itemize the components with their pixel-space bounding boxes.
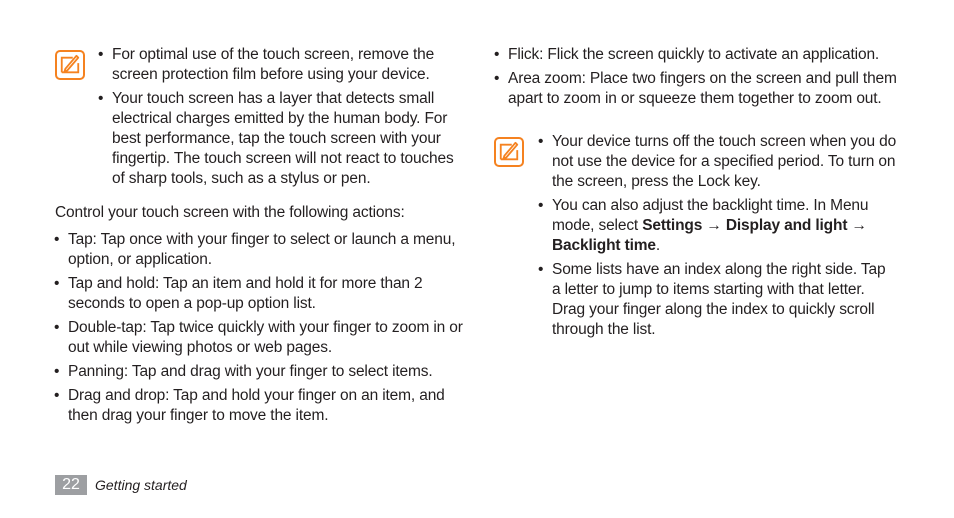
note-item: • You can also adjust the backlight time. In Menu mode, select Settings → Display and light → Backlight time. xyxy=(538,197,869,254)
note-pencil-icon xyxy=(494,137,524,167)
menu-path-settings: Settings xyxy=(642,217,703,234)
list-item: • Tap: Tap once with your finger to select or launch a menu, option, or application. xyxy=(54,231,456,268)
list-item: • Tap and hold: Tap an item and hold it for more than 2 seconds to open a pop-up option list. xyxy=(54,275,423,312)
list-item: • Flick: Flick the screen quickly to activate an application. xyxy=(494,46,880,63)
menu-path-display: Display and light xyxy=(725,217,848,234)
left-note-list xyxy=(98,45,457,193)
page-footer xyxy=(55,475,187,495)
note-item: • For optimal use of the touch screen, remove the screen protection film before using your device. xyxy=(98,46,435,83)
list-item: • Drag and drop: Tap and hold your finger on an item, and then drag your finger to move the item. xyxy=(54,387,445,424)
page-number: 22 xyxy=(55,475,87,495)
list-item: • Panning: Tap and drag with your finger to select items. xyxy=(54,363,433,380)
note-item: • Some lists have an index along the right side. Tap a letter to jump to items starting with that letter. Drag your finger along the index to quickly scroll through the list. xyxy=(538,261,886,338)
note-pencil-icon xyxy=(55,50,85,80)
menu-path-backlight: Backlight time xyxy=(552,237,656,254)
actions-list-continued xyxy=(494,45,898,113)
intro-text: Control your touch screen with the following actions: xyxy=(55,204,405,221)
note-item: • Your device turns off the touch screen when you do not use the device for a specified period. To turn on the screen, press the Lock key. xyxy=(538,133,897,190)
right-note-list xyxy=(538,132,897,344)
section-title: Getting started xyxy=(95,477,187,493)
list-item: • Double-tap: Tap twice quickly with your finger to zoom in or out while viewing photos or web pages. xyxy=(54,319,463,356)
note-item: • Your touch screen has a layer that detects small electrical charges emitted by the human body. For best performance, tap the touch screen with your fingertip. The touch screen will not react to touches of sharp tools, such as a stylus or pen. xyxy=(98,90,454,187)
actions-list xyxy=(54,230,463,430)
list-item: • Area zoom: Place two fingers on the screen and pull them apart to zoom in or squeeze them together to zoom out. xyxy=(494,70,897,107)
